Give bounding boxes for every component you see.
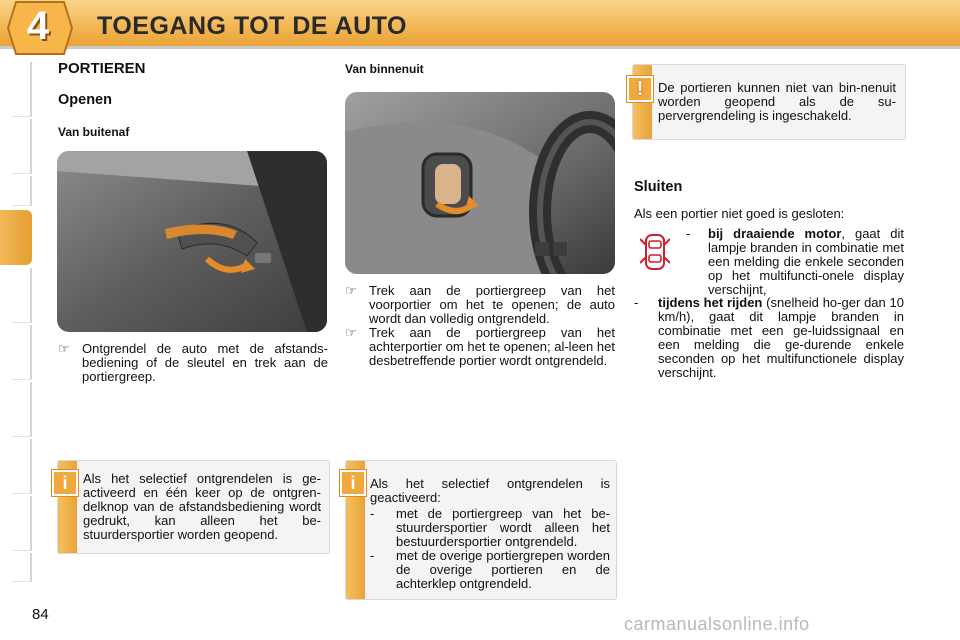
subsection-title-sluiten: Sluiten bbox=[634, 179, 683, 195]
warning-box-text: De portieren kunnen niet van bin-nenuit worden geopend als de su-pervergrendeling is ingeschakeld. bbox=[658, 80, 896, 123]
engine-running-label: bij draaiende motor bbox=[708, 226, 842, 241]
bullet-marker: ☞ bbox=[345, 283, 357, 298]
warning-box-superlocking bbox=[632, 64, 906, 140]
chapter-tab-10[interactable] bbox=[12, 553, 32, 582]
bullet-marker: ☞ bbox=[345, 325, 357, 340]
chapter-tabs bbox=[0, 62, 34, 582]
page-number: 84 bbox=[32, 606, 49, 623]
subsection-title-openen: Openen bbox=[58, 92, 112, 108]
chapter-tab-5[interactable] bbox=[12, 268, 32, 323]
inside-rear-door-instruction: ☞ Trek aan de portiergreep van het achterportier om het te openen; al-leen het desbetreffende portier wordt ontgrendeld. bbox=[345, 325, 615, 368]
chapter-badge bbox=[2, 0, 74, 56]
driving-label: tijdens het rijden bbox=[658, 295, 763, 310]
chapter-tab-7[interactable] bbox=[12, 382, 32, 437]
bullet-marker: ☞ bbox=[58, 341, 70, 356]
dash-marker: - bbox=[370, 506, 375, 521]
info-icon: i bbox=[340, 470, 366, 496]
warning-icon: ! bbox=[627, 76, 653, 102]
heading-van-buitenaf: Van buitenaf bbox=[58, 125, 130, 139]
section-title: PORTIEREN bbox=[58, 60, 146, 77]
watermark: carmanualsonline.info bbox=[624, 614, 810, 634]
page-title: TOEGANG TOT DE AUTO bbox=[97, 12, 407, 40]
heading-van-binnenuit: Van binnenuit bbox=[345, 62, 424, 76]
inside-front-door-instruction: ☞ Trek aan de portiergreep van het voorportier om het te openen; de auto wordt dan volledig ontgrendeld. bbox=[345, 283, 615, 326]
info-box-selective-unlock-left bbox=[57, 460, 330, 554]
info-box-intro: Als het selectief ontgrendelen is geactiveerd: bbox=[370, 476, 610, 505]
chapter-tab-3[interactable] bbox=[12, 176, 32, 206]
chapter-tab-4-active[interactable] bbox=[0, 210, 32, 265]
dash-marker: - bbox=[370, 548, 375, 563]
closing-intro: Als een portier niet goed is gesloten: bbox=[634, 206, 845, 221]
info-box-item-driver: - met de portiergreep van het be-stuurdersportier wordt alleen het bestuurdersportier ontgrendeld. bbox=[370, 506, 610, 549]
info-icon: i bbox=[52, 470, 78, 496]
dash-marker: - bbox=[686, 226, 691, 241]
interior-door-handle-image bbox=[345, 92, 615, 274]
chapter-tab-9[interactable] bbox=[12, 496, 32, 551]
info-box-item-others: - met de overige portiergrepen worden de overige portieren en de achterklep ontgrendeld. bbox=[370, 548, 610, 591]
info-box-text: Als het selectief ontgrendelen is ge-activeerd en één keer op de ontgren-delknop van de afstandsbediening wordt gedrukt, kan alleen het be-stuurdersportier worden geopend. bbox=[83, 471, 321, 542]
closing-engine-running-item bbox=[686, 227, 904, 297]
chapter-number: 4 bbox=[26, 4, 50, 48]
door-open-warning-icon bbox=[640, 233, 670, 271]
exterior-door-handle-image bbox=[57, 151, 327, 332]
info-box-selective-unlock-middle bbox=[345, 460, 617, 600]
outside-unlock-instruction: ☞ Ontgrendel de auto met de afstands-bediening of de sleutel en trek aan de portiergreep. bbox=[58, 341, 328, 384]
chapter-tab-8[interactable] bbox=[12, 439, 32, 494]
chapter-tab-1[interactable] bbox=[12, 62, 32, 117]
chapter-tab-2[interactable] bbox=[12, 119, 32, 174]
closing-driving-item bbox=[634, 296, 904, 380]
dash-marker: - bbox=[634, 295, 639, 310]
chapter-tab-6[interactable] bbox=[12, 325, 32, 380]
driving-text: (snelheid ho-ger dan 10 km/h), gaat dit lampje branden in combinatie met een ge-luidssignaal en een melding die ge-durende enkele seconden op het multifunctionele display verschijnt. bbox=[658, 295, 905, 380]
header-divider bbox=[0, 46, 960, 49]
engine-running-text: , gaat dit lampje branden in combinatie met een melding die enkele seconden op het multifuncti-onele display verschijnt, bbox=[708, 226, 904, 297]
